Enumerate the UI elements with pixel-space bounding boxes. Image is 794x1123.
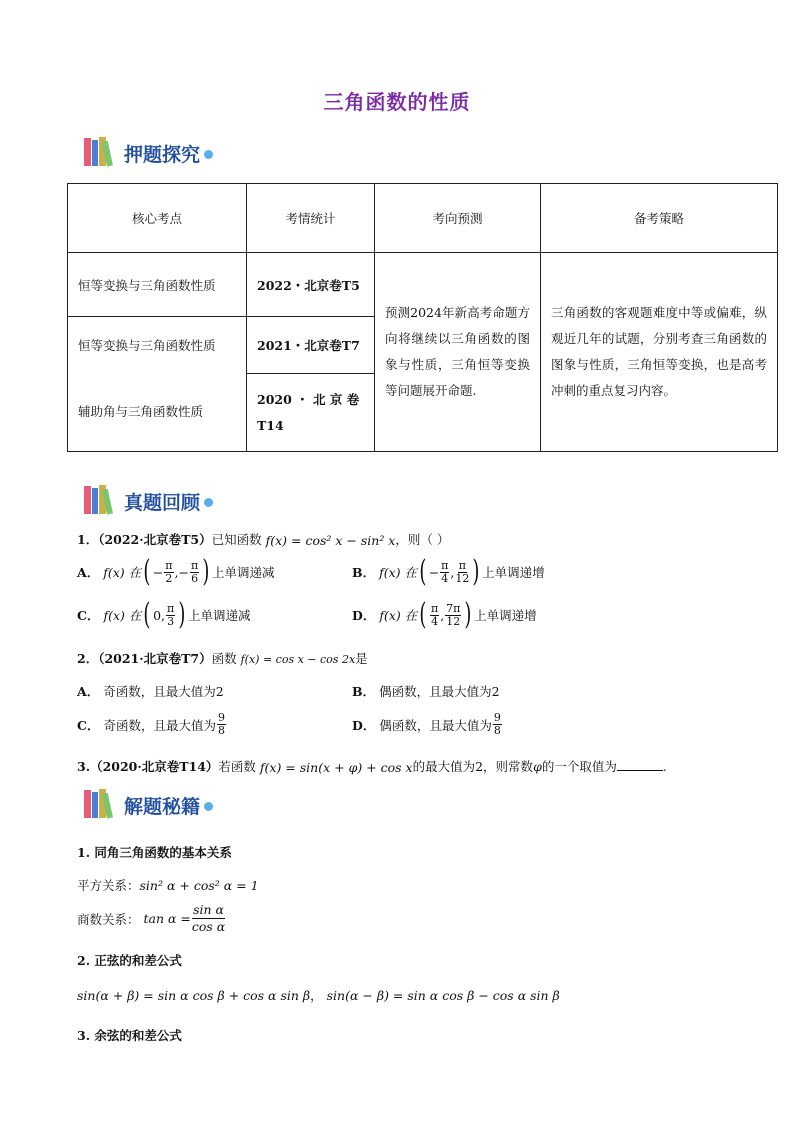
question-1-stem: 1．（2022·北京卷T5）已知函数 f(x) = cos² x − sin² x，则（ ） [77,532,450,548]
question-1-option-b[interactable]: B． f(x) 在 ( − $\frac{\pi}{4}$ , $\frac{\pi}{12}$ ) 上单调递增 [352,554,545,589]
table-cell-prediction: 预测2024年新高考命题方向将继续以三角函数的图象与性质，三角恒等变换等问题展开命题. [375,253,541,452]
table-header: 核心考点 [68,184,247,253]
table-header: 考向预测 [375,184,541,253]
question-1-option-c[interactable]: C． f(x) 在 ( 0, $\frac{\pi}{3}$ ) 上单调递减 [77,597,251,632]
secret-heading-1: 1. 同角三角函数的基本关系 [77,845,232,860]
secret-heading-2: 2. 正弦的和差公式 [77,953,182,968]
question-1-option-d[interactable]: D． f(x) 在 ( $\frac{\pi}{4}$ , $\frac{7\pi}{12}$ ) 上单调递增 [352,597,537,632]
section-title: 真题回顾 [124,492,201,514]
section-heading-review [82,482,213,516]
books-icon [82,788,122,820]
section-title: 解题秘籍 [124,796,201,818]
answer-blank[interactable] [617,758,663,771]
question-2-stem: 2．（2021·北京卷T7）函数 f(x) = cos x − cos 2x是 [77,651,368,666]
page-title: 三角函数的性质 [323,90,471,114]
bullet-dot-icon [204,498,213,507]
question-3-stem: 3.（2020·北京卷T14）若函数 f(x) = sin(x + φ) + cos x的最大值为2，则常数φ的一个取值为 . [77,759,667,775]
table-header: 考情统计 [247,184,375,253]
books-icon [82,136,122,168]
table-cell-stat: 2021・北京卷T7 [247,317,375,374]
sine-sum-diff: sin(α + β) = sin α cos β + cos α sin β， sin(α − β) = sin α cos β − cos α sin β [77,988,560,1003]
question-2-option-d[interactable]: D． 偶函数，且最大值为 $\frac{9}{8}$ [352,711,501,737]
question-2-option-a[interactable]: A． 奇函数，且最大值为2 [77,684,224,699]
table-cell-stat: 2022・北京卷T5 [247,253,375,317]
section-title: 押题探究 [124,144,201,166]
books-icon [82,484,122,516]
secret-heading-3: 3. 余弦的和差公式 [77,1028,182,1043]
table-cell-stat: 2020 ・ 北 京 卷 T14 [247,374,375,452]
table-cell-strategy: 三角函数的客观题难度中等或偏难，纵观近几年的试题，分别考查三角函数的图象与性质，三角恒等变换，也是高考冲刺的重点复习内容。 [541,253,778,452]
square-relation: 平方关系：sin² α + cos² α = 1 [77,878,259,893]
table-cell-topic: 恒等变换与三角函数性质 [68,253,247,317]
question-2-option-b[interactable]: B． 偶函数，且最大值为2 [352,684,500,699]
table-cell-topic-group [68,317,247,452]
section-heading-secrets [82,786,213,820]
quotient-relation: 商数关系： tan α = $\frac{\text{sin α}}{\text{cos α}}$ [77,902,226,934]
bullet-dot-icon [204,150,213,159]
question-2-option-c[interactable]: C． 奇函数，且最大值为 $\frac{9}{8}$ [77,711,225,737]
exam-analysis-table [67,183,778,452]
bullet-dot-icon [204,802,213,811]
section-heading-exploration [82,134,213,168]
table-header: 备考策略 [541,184,778,253]
question-1-option-a[interactable]: A． f(x) 在 ( − $\frac{\pi}{2}$ ,− $\frac{\pi}{6}$ ) 上单调递减 [77,554,275,589]
table-cell-topic: 恒等变换与三角函数性质 [78,338,216,353]
table-cell-topic: 辅助角与三角函数性质 [78,404,204,419]
